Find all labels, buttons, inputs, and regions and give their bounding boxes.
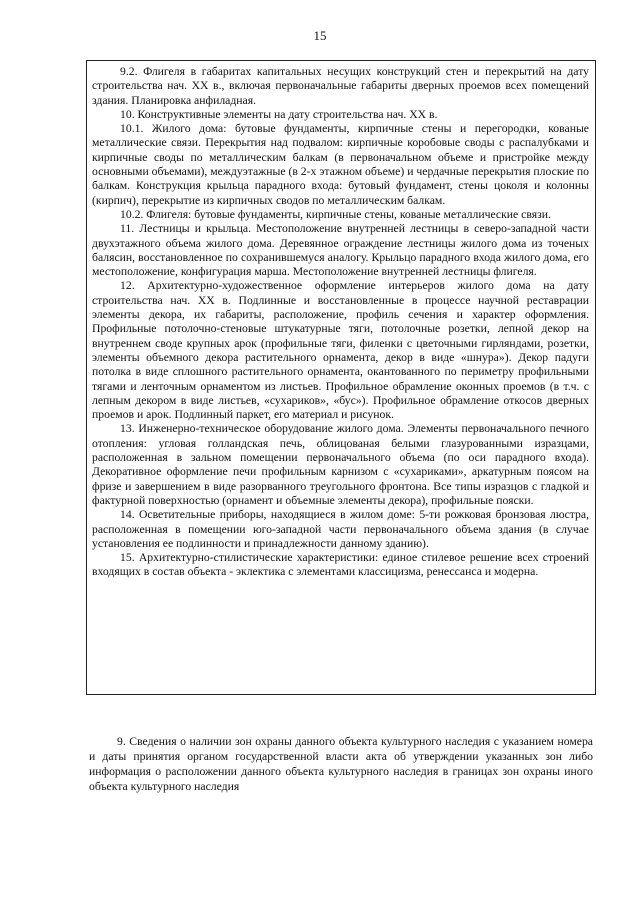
paragraph-14: 14. Осветительные приборы, находящиеся в жилом доме: 5-ти рожковая бронзовая люстра, расположенная в помещении юго-западной части первоначального объема здания (в случае установления ее подлинности и принадлежности данному зданию). bbox=[92, 508, 589, 550]
section-9 bbox=[89, 734, 593, 794]
section-9-text: 9. Сведения о наличии зон охраны данного объекта культурного наследия с указанием номера и даты принятия органом государственной власти акта об утверждении указанных зон либо информация о расположении данного объекта культурного наследия в границах зон охраны иного объекта культурного наследия bbox=[89, 735, 593, 793]
page-number: 15 bbox=[313, 28, 327, 43]
paragraph-10: 10. Конструктивные элементы на дату строительства нач. XX в. bbox=[120, 107, 438, 121]
paragraph-9-2: 9.2. Флигеля в габаритах капитальных несущих конструкций стен и перекрытий на дату строительства нач. XX в., включая первоначальные габариты дверных проемов всех помещений здания. Планировка анфиладная. bbox=[92, 65, 589, 107]
paragraph-13: 13. Инженерно-техническое оборудование жилого дома. Элементы первоначального печного отопления: угловая голландская печь, облицованая белыми глазурованными изразцами, расположенная в зальном помещении первоначального объема (по оси парадного входа). Декоративное оформление печи профильным карнизом с «сухариками», аркатурным поясом на фризе и завершением в виде разорванного треугольного фронтона. Все типы изразцов с гладкой и фактурной поверхностью (орнамент и объемные элементы декора), профильные пояски. bbox=[92, 422, 589, 507]
paragraph-12: 12. Архитектурно-художественное оформление интерьеров жилого дома на дату строительства нач. XX в. Подлинные и восстановленные в процессе научной реставрации элементы декора, их габариты, расположение, профиль сечения и характер оформления. Профильные потолочно-стеновые штукатурные тяги, потолочные розетки, лепной декор на внутреннем своде крупных арок (профильные тяги, филенки с цветочными гирляндами, розетки, элементы объемного декора растительного орнамента, декор в виде «шнура»). Декор падуги потолка в виде сплошного растительного орнамента, окантованного по периметру профильными тягами и ленточным орнаментом из листьев. Профильное обрамление оконных проемов (в т.ч. с лепным декором в виде листьев, «сухариков», «бус»). Профильное обрамление откосов дверных проемов и арок. Подлинный паркет, его материал и рисунок. bbox=[92, 279, 589, 422]
paragraph-10-1: 10.1. Жилого дома: бутовые фундаменты, кирпичные стены и перегородки, кованые металлические связи. Перекрытия над подвалом: кирпичные коробовые своды с распалубками и кирпичные своды по металлическим балкам (в первоначальном объеме и пристройке между основными объемами), междуэтажные (в 2-х этажном объеме) и чердачные перекрытия плоские по балкам. Конструкция крыльца парадного входа: бутовый фундамент, стены цоколя и колонны (кирпич), перекрытие из кирпичных сводов по металлическим балкам. bbox=[92, 122, 589, 207]
paragraph-10-2: 10.2. Флигеля: бутовые фундаменты, кирпичные стены, кованые металлические связи. bbox=[120, 207, 551, 221]
paragraph-15: 15. Архитектурно-стилистические характеристики: единое стилевое решение всех строений входящих в состав объекта - эклектика с элементами классицизма, ренессанса и модерна. bbox=[92, 551, 589, 579]
heritage-description-box bbox=[86, 60, 596, 695]
paragraph-11: 11. Лестницы и крыльца. Местоположение внутренней лестницы в северо-западной части двухэтажного объема жилого дома. Деревянное ограждение лестницы жилого дома из точеных балясин, восстановленное по сохранившемуся аналогу. Крыльцо парадного входа жилого дома, его местоположение, конфигурация марша. Местоположение внутренней лестницы флигеля. bbox=[92, 222, 589, 279]
